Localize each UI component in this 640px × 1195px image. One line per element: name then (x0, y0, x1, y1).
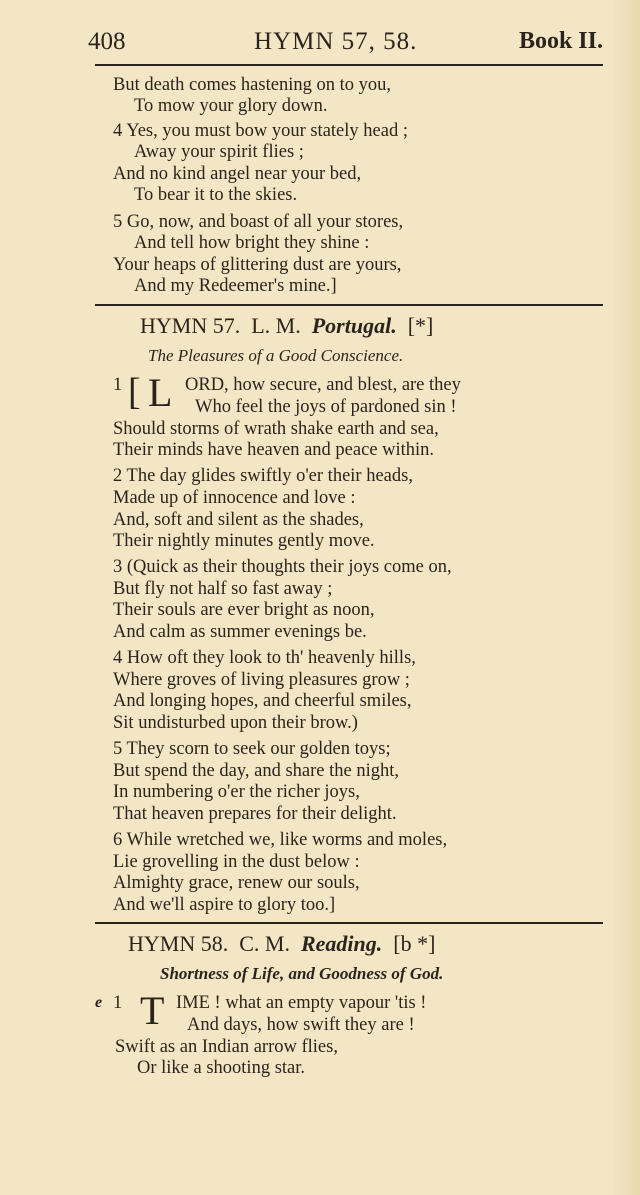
hymn-57-line: 5 They scorn to seek our golden toys; (113, 739, 391, 759)
hymn-57-line: And, soft and silent as the shades, (113, 510, 364, 530)
carryover-line: 5 Go, now, and boast of all your stores, (113, 212, 404, 232)
carryover-line: And no kind angel near your bed, (113, 164, 362, 184)
drop-cap-L: L (148, 370, 173, 415)
hymn-58-mark: [b *] (393, 931, 436, 956)
hymn-57-line: Their minds have heaven and peace within. (113, 440, 435, 460)
running-header (88, 28, 603, 58)
hymn-57-line: Where groves of living pleasures grow ; (113, 670, 410, 690)
hymn-57-line: But fly not half so fast away ; (113, 579, 333, 599)
header-rule (95, 64, 603, 66)
hymn-58-line: IME ! what an empty vapour 'tis ! (176, 993, 427, 1013)
hymn-57-line: Lie grovelling in the dust below : (113, 852, 360, 872)
page-edge-shadow (612, 0, 640, 1195)
running-title: HYMN 57, 58. (254, 28, 418, 55)
hymn-58-line: And days, how swift they are ! (187, 1015, 415, 1035)
drop-cap-T: T (140, 988, 165, 1033)
hymn-57-meter: L. M. (251, 313, 301, 338)
hymn-57-line: Sit undisturbed upon their brow.) (113, 713, 358, 733)
carryover-line: Your heaps of glittering dust are yours, (113, 255, 402, 275)
hymn-57-line: Almighty grace, renew our souls, (113, 873, 360, 893)
carryover-line: 4 Yes, you must bow your stately head ; (113, 121, 408, 141)
hymn-57-line: Who feel the joys of pardoned sin ! (195, 397, 457, 417)
hymn-57-line: 3 (Quick as their thoughts their joys come on, (113, 557, 452, 577)
hymn-57-subtitle: The Pleasures of a Good Conscience. (148, 346, 404, 365)
verse-number: 1 (113, 375, 123, 395)
hymn-57-line: 4 How oft they look to th' heavenly hills, (113, 648, 416, 668)
hymn-57-mark: [*] (407, 313, 434, 338)
hymn-57-line: Their souls are ever bright as noon, (113, 600, 375, 620)
book-label: Book II. (518, 28, 603, 54)
hymn-58-title (128, 931, 435, 957)
hymn-57-line: Their nightly minutes gently move. (113, 531, 375, 551)
hymn-58-line: Or like a shooting star. (137, 1058, 306, 1078)
hymn-57-line: 2 The day glides swiftly o'er their heads, (113, 466, 413, 486)
hymn-57-number: HYMN 57. (140, 313, 241, 338)
hymn-57-line: 6 While wretched we, like worms and moles, (113, 830, 448, 850)
hymn-58-line: Swift as an Indian arrow flies, (115, 1037, 338, 1057)
hymn-57-line: In numbering o'er the richer joys, (113, 782, 360, 802)
hymn-58-subtitle: Shortness of Life, and Goodness of God. (160, 964, 444, 983)
hymn-58-meter: C. M. (239, 931, 290, 956)
carryover-line: To mow your glory down. (134, 96, 328, 116)
hymn-57-line: Made up of innocence and love : (113, 488, 356, 508)
carryover-line: But death comes hastening on to you, (113, 75, 391, 95)
hymn-58-tune: Reading. (300, 931, 383, 956)
hymn-57-line: But spend the day, and share the night, (113, 761, 400, 781)
verse-number: 1 (113, 993, 123, 1013)
margin-mark: e (95, 994, 103, 1011)
carryover-line: To bear it to the skies. (134, 185, 298, 205)
section-rule (95, 922, 603, 924)
carryover-line: Away your spirit flies ; (134, 142, 304, 162)
hymn-57-line: ORD, how secure, and blest, are they (185, 375, 461, 395)
carryover-line: And my Redeemer's mine.] (134, 276, 337, 296)
hymn-57-line: And longing hopes, and cheerful smiles, (113, 691, 412, 711)
hymn-58-number: HYMN 58. (128, 931, 229, 956)
hymn-57-tune: Portugal. (311, 313, 397, 338)
hymn-57-line: That heaven prepares for their delight. (113, 804, 397, 824)
hymn-57-line: And calm as summer evenings be. (113, 622, 367, 642)
carryover-line: And tell how bright they shine : (134, 233, 370, 253)
hymn-57-line: Should storms of wrath shake earth and sea, (113, 419, 439, 439)
bracket: [ (128, 371, 141, 413)
hymn-57-line: And we'll aspire to glory too.] (113, 895, 336, 915)
hymn-57-title (140, 313, 433, 339)
section-rule (95, 304, 603, 306)
page-number: 408 (88, 28, 126, 55)
